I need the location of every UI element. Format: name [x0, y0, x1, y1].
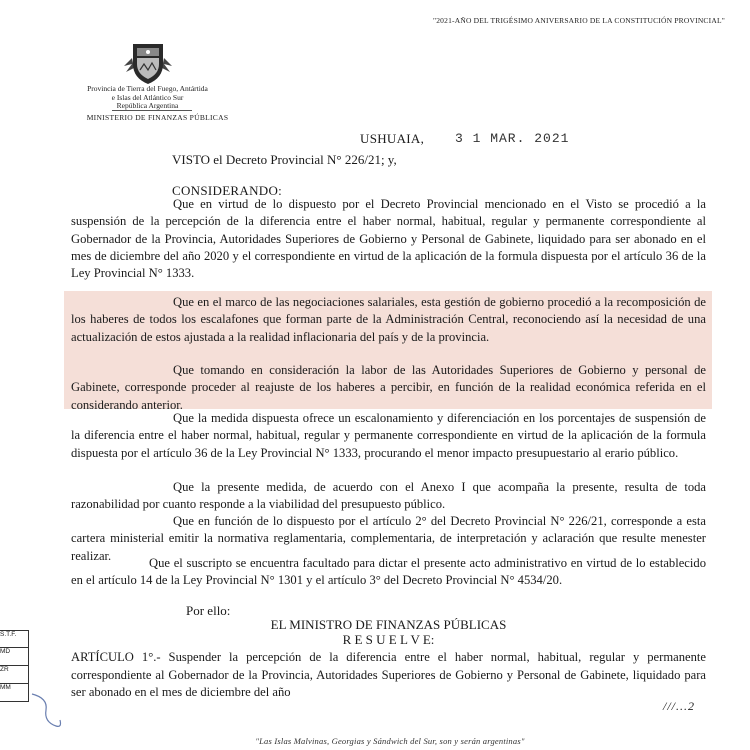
initials-cell-stf: S.T.F. [0, 630, 29, 648]
considerando-paragraph-4: Que la medida dispuesta ofrece un escalonamiento y diferenciación en los porcentajes de suspensión de la diferencia entre el haber normal, habitual, regular y permanente correspondiente en virtud de la aplicación de la formula dispuesta por el artículo 36 de la Ley Provincial N° 1333, procurando el menor impacto presupuestario al erario público. [71, 411, 706, 460]
considerando-paragraph-2: Que en el marco de las negociaciones salariales, esta gestión de gobierno procedió a la recomposición de los haberes de todos los escalafones que forman parte de la Administración Central, reconociendo así la necesidad de una actualización de estos ajustada a la realidad inflacionaria del país y de la provincia. [71, 295, 706, 344]
minister-title: EL MINISTRO DE FINANZAS PÚBLICAS [270, 617, 507, 632]
initials-cell-mm: MM [0, 684, 29, 702]
header-motto: "2021-AÑO DEL TRIGÉSIMO ANIVERSARIO DE LA CONSTITUCIÓN PROVINCIAL" [432, 16, 725, 25]
considerando-heading: CONSIDERANDO: [172, 183, 283, 198]
considerando-paragraph-3: Que tomando en consideración la labor de las Autoridades Superiores de Gobierno y personal de Gabinete, corresponde proceder al reajuste de los haberes a percibir, en función de la realidad económica referida en el considerando anterior. [71, 363, 706, 412]
initials-cell-md: MD [0, 648, 29, 666]
signature-mark-icon [30, 690, 70, 730]
considerando-paragraph-5: Que la presente medida, de acuerdo con el Anexo I que acompaña la presente, resulta de toda razonabilidad por cuanto responde a la viabilidad del presupuesto público. [71, 480, 706, 512]
issuer-line-3: República Argentina [116, 101, 179, 110]
considerando-paragraph-1: Que en virtud de lo dispuesto por el Decreto Provincial mencionado en el Visto se procedió a la suspensión de la percepción de la diferencia entre el haber normal, habitual, regular y permanente correspondiente al Gobernador de la Provincia, Autoridades Superiores de Gobierno y Personal de Gabinete, liquidado para ser abonado en el mes de diciembre del año 2020 y el correspondiente en virtud de la aplicación de la formula dispuesta por el artículo 36 de la Ley Provincial N° 1333. [71, 197, 706, 281]
issuer-line-2: e Islas del Atlántico Sur [111, 92, 184, 102]
initials-cell-zr: ZR [0, 666, 29, 684]
considerando-paragraph-6: Que en función de lo dispuesto por el artículo 2° del Decreto Provincial N° 226/21, corresponde a esta cartera ministerial emitir la normativa reglamentaria, complementaria, de interpretación y aclaración que resulte menester realizar. [71, 514, 706, 563]
articulo-1: ARTÍCULO 1°.- Suspender la percepción de la diferencia entre el haber normal, habitual, regular y permanente correspondiente al Gobernador de la Provincia, Autoridades Superiores de Gobierno y Personal de Gabinete, liquidado para ser abonado en el mes de diciembre del año [71, 650, 706, 699]
resuelve-heading: R E S U E L V E: [342, 632, 435, 647]
provincial-seal-icon [118, 40, 178, 86]
footer-motto: "Las Islas Malvinas, Georgias y Sándwich del Sur, son y serán argentinas" [255, 736, 525, 746]
ministry-name: MINISTERIO DE FINANZAS PÚBLICAS [86, 113, 229, 122]
place: USHUAIA, [360, 131, 425, 146]
date-stamp: 3 1 MAR. 2021 [455, 131, 570, 146]
visto-line: VISTO el Decreto Provincial N° 226/21; y, [172, 152, 397, 167]
issuer-divider [112, 110, 192, 111]
page-continuation: ///...2 [663, 699, 696, 713]
issuer-block [60, 85, 235, 111]
por-ello: Por ello: [186, 603, 231, 618]
initials-box [0, 630, 29, 702]
considerando-paragraph-7: Que el suscripto se encuentra facultado para dictar el presente acto administrativo en virtud de lo establecido en el artículo 14 de la Ley Provincial N° 1301 y el artículo 3° del Decreto Provincial N° 4534/20. [71, 556, 706, 588]
issuer-line-1: Provincia de Tierra del Fuego, Antártida [87, 84, 208, 93]
